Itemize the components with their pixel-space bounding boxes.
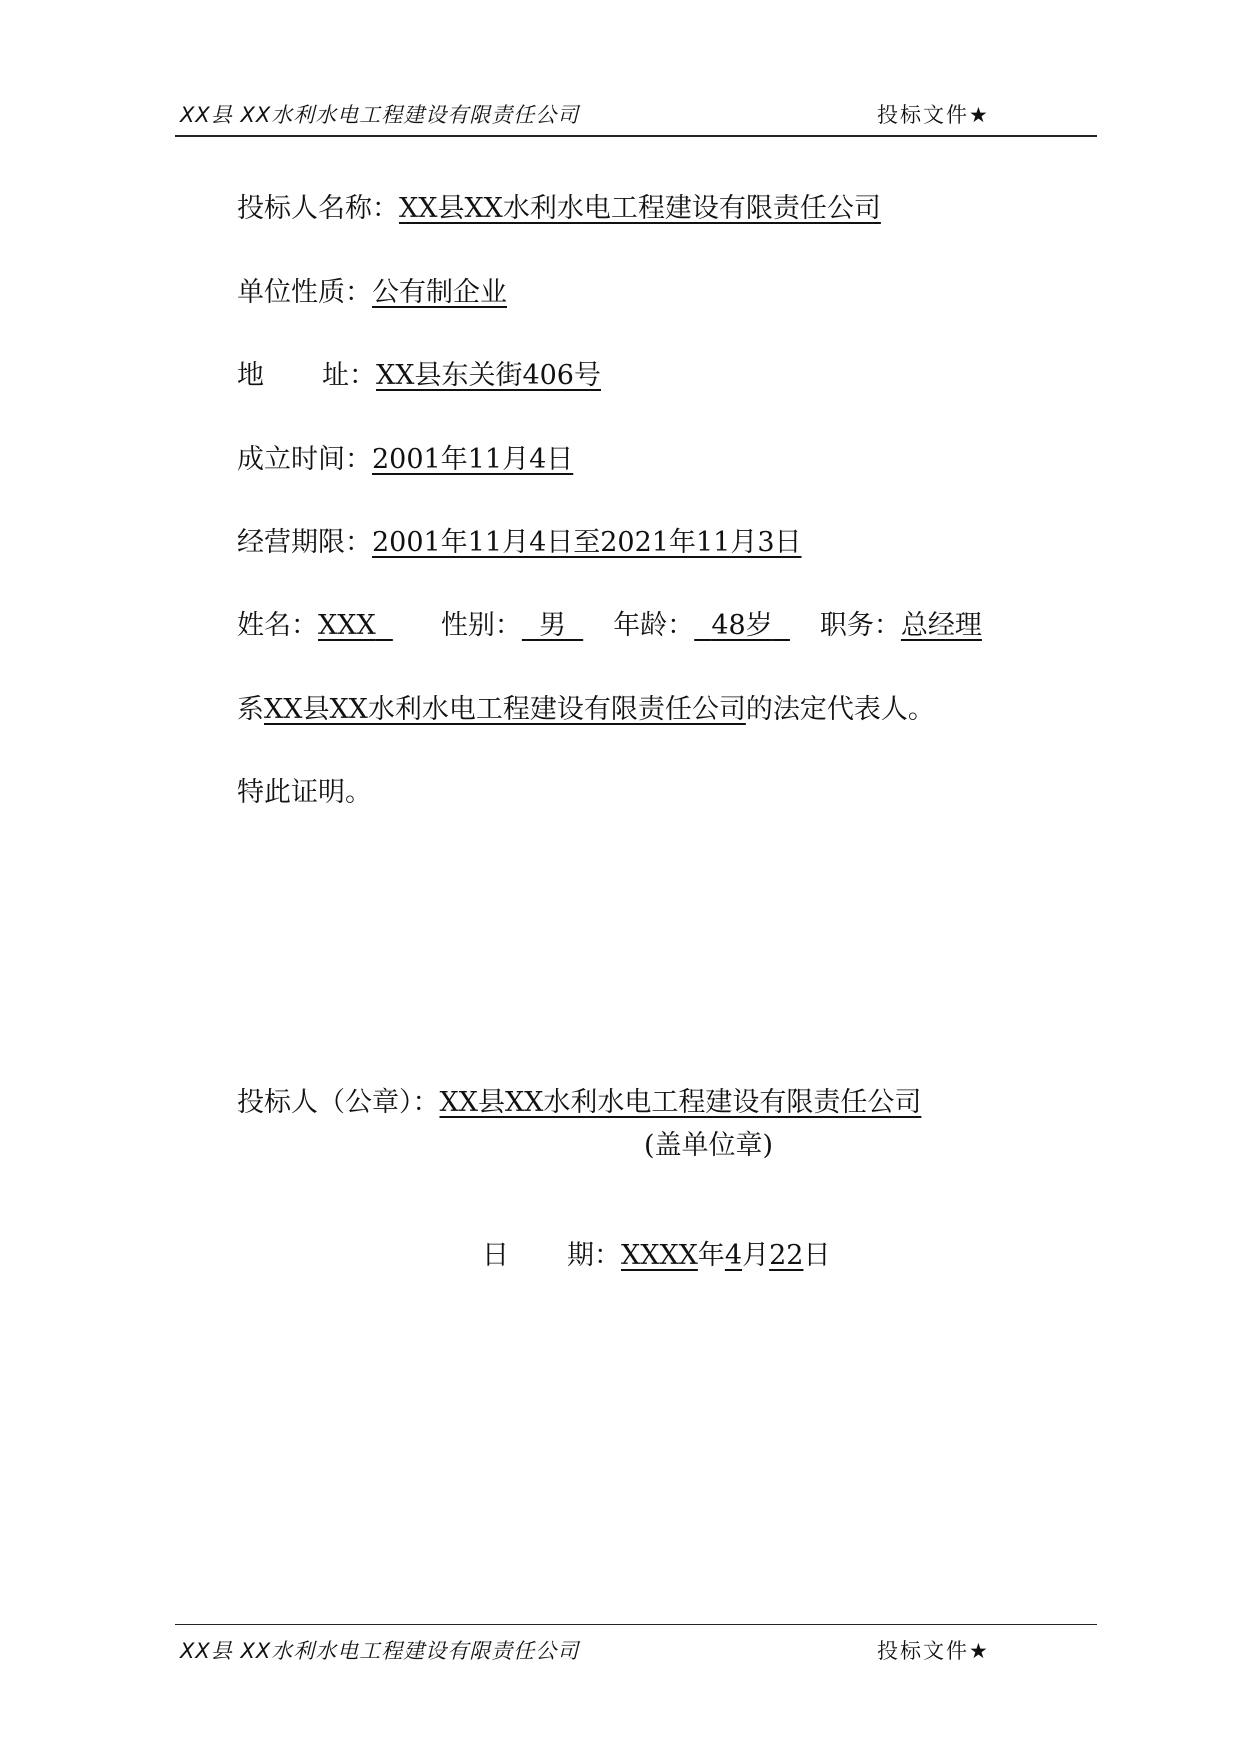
person-line — [237, 603, 982, 642]
address-label-1: 地 — [237, 360, 264, 391]
header-company: XX县 XX水利水电工程建设有限责任公司 — [180, 103, 580, 127]
unit-nature-label: 单位性质： — [237, 277, 372, 308]
statement-company: XX县XX水利水电工程建设有限责任公司 — [264, 694, 746, 725]
date-month: 4 — [724, 1240, 743, 1271]
footer-company: XX县 XX水利水电工程建设有限责任公司 — [180, 1639, 580, 1663]
page-header — [175, 95, 1097, 137]
position-value: 总经理 — [900, 610, 982, 641]
address-label-2: 址： — [322, 360, 376, 391]
gender-value: 男 — [539, 610, 567, 641]
representative-statement — [237, 687, 935, 726]
date-day-unit: 日 — [803, 1240, 831, 1271]
age-value: 48岁 — [711, 610, 773, 641]
date-day: 22 — [769, 1240, 804, 1271]
unit-nature-value: 公有制企业 — [372, 277, 507, 308]
bidder-name-label: 投标人名称： — [237, 193, 399, 224]
unit-nature-line — [237, 270, 507, 309]
seal-label: 投标人（公章）： — [237, 1087, 440, 1118]
date-label-2: 期： — [567, 1240, 621, 1271]
seal-note: (盖单位章) — [644, 1130, 774, 1161]
term-line — [237, 520, 802, 559]
term-value: 2001年11月4日至2021年11月3日 — [372, 527, 802, 558]
position-label: 职务： — [819, 610, 901, 641]
founded-line — [237, 437, 573, 476]
date-month-unit: 月 — [742, 1240, 770, 1271]
statement-prefix: 系 — [237, 694, 264, 725]
page-footer — [175, 1624, 1097, 1669]
address-line — [237, 353, 601, 392]
term-label: 经营期限： — [237, 527, 372, 558]
address-value: XX县东关街406号 — [376, 360, 601, 391]
founded-label: 成立时间： — [237, 444, 372, 475]
certify-line: 特此证明。 — [237, 777, 372, 808]
footer-doc-type: 投标文件★ — [877, 1639, 990, 1663]
gender-label: 性别： — [440, 610, 522, 641]
date-year: XXXX — [621, 1240, 698, 1271]
seal-line — [237, 1080, 921, 1119]
name-value: XXX — [318, 610, 376, 641]
name-label: 姓名： — [237, 610, 318, 641]
seal-company: XX县XX水利水电工程建设有限责任公司 — [439, 1087, 922, 1118]
bidder-name-line — [237, 186, 881, 225]
age-label: 年龄： — [613, 610, 695, 641]
statement-suffix: 的法定代表人。 — [745, 694, 935, 725]
bidder-name-value: XX县XX水利水电工程建设有限责任公司 — [399, 193, 881, 224]
header-doc-type: 投标文件★ — [877, 103, 990, 127]
founded-value: 2001年11月4日 — [372, 444, 574, 475]
date-label-1: 日 — [482, 1240, 509, 1271]
date-line — [482, 1233, 830, 1272]
date-year-unit: 年 — [697, 1240, 725, 1271]
